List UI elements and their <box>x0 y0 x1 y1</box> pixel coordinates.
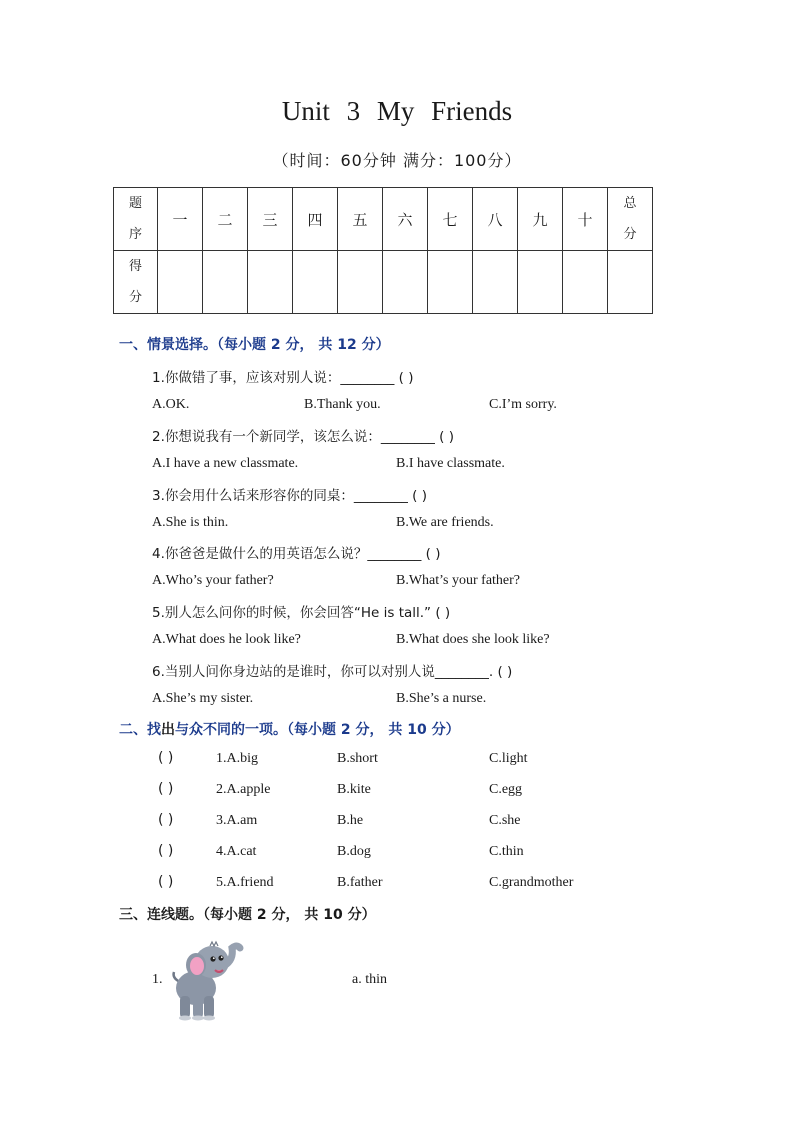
question-stem: 6.当别人问你身边站的是谁时，你可以对别人说________. ( ) <box>152 664 513 680</box>
option-b[interactable]: B.dog <box>337 844 371 859</box>
score-cell[interactable] <box>203 251 248 314</box>
score-cell-total[interactable] <box>608 251 653 314</box>
option-c[interactable]: C.egg <box>489 782 523 797</box>
page-title: Unit 3 My Friends <box>281 96 513 126</box>
score-table-col-header: 六 <box>383 188 428 251</box>
label-char: 序 <box>128 227 142 242</box>
question-stem: 4.你爸爸是做什么的用英语怎么说？________ ( ) <box>152 546 441 562</box>
score-table-col-header: 四 <box>293 188 338 251</box>
answer-blank[interactable]: ( ) <box>158 874 174 890</box>
option-b[interactable]: B.he <box>337 813 364 828</box>
score-table-col-header: 五 <box>338 188 383 251</box>
heading-part: 与众不同的一项。（每小题 2 分， 共 10 分） <box>175 722 460 738</box>
score-cell[interactable] <box>563 251 608 314</box>
answer-blank[interactable]: ( ) <box>158 750 174 766</box>
label-char: 分 <box>128 290 142 305</box>
option-c[interactable]: C.thin <box>489 844 524 859</box>
option-a[interactable]: A.She is thin. <box>152 515 229 530</box>
answer-blank[interactable]: ( ) <box>158 812 174 828</box>
option-a[interactable]: 5.A.friend <box>216 875 274 890</box>
option-b[interactable]: B.What’s your father? <box>396 573 521 588</box>
score-cell[interactable] <box>473 251 518 314</box>
label-char: 题 <box>128 196 142 211</box>
question-stem: 3.你会用什么话来形容你的同桌：________ ( ) <box>152 488 427 504</box>
heading-part: 出 <box>161 722 175 738</box>
option-a[interactable]: 2.A.apple <box>216 782 271 797</box>
option-c[interactable]: C.I’m sorry. <box>489 397 557 412</box>
score-table-col-header: 九 <box>518 188 563 251</box>
match-item-number: 1. <box>152 972 163 987</box>
question-stem: 2.你想说我有一个新同学，该怎么说：________ ( ) <box>152 429 454 445</box>
option-b[interactable]: B.Thank you. <box>304 397 381 412</box>
score-table-row-label <box>114 251 158 314</box>
option-a[interactable]: A.I have a new classmate. <box>152 456 299 471</box>
option-a[interactable]: 3.A.am <box>216 813 258 828</box>
answer-blank[interactable]: ( ) <box>158 781 174 797</box>
section1-heading: 一、情景选择。（每小题 2 分， 共 12 分） <box>119 337 390 353</box>
option-c[interactable]: C.light <box>489 751 528 766</box>
score-table-total-header <box>608 188 653 251</box>
section3-heading: 三、连线题。（每小题 2 分， 共 10 分） <box>119 907 376 923</box>
option-a[interactable]: 1.A.big <box>216 751 258 766</box>
option-b[interactable]: B.kite <box>337 782 371 797</box>
option-b[interactable]: B.short <box>337 751 378 766</box>
question-stem: 1.你做错了事，应该对别人说：________ ( ) <box>152 370 414 386</box>
score-cell[interactable] <box>158 251 203 314</box>
score-table-col-header: 三 <box>248 188 293 251</box>
score-table-col-header: 八 <box>473 188 518 251</box>
score-table-header-row <box>114 188 653 251</box>
score-cell[interactable] <box>248 251 293 314</box>
label-char: 得 <box>128 259 142 274</box>
option-c[interactable]: C.grandmother <box>489 875 574 890</box>
score-cell[interactable] <box>338 251 383 314</box>
section2-heading <box>119 719 460 739</box>
elephant-illustration[interactable] <box>166 938 246 1022</box>
score-cell[interactable] <box>293 251 338 314</box>
option-b[interactable]: B.She’s a nurse. <box>396 691 487 706</box>
question-stem: 5.别人怎么问你的时候，你会回答“He is tall.” ( ) <box>152 605 451 621</box>
option-b[interactable]: B.I have classmate. <box>396 456 505 471</box>
score-cell[interactable] <box>518 251 563 314</box>
option-a[interactable]: A.Who’s your father? <box>152 573 274 588</box>
option-c[interactable]: C.she <box>489 813 521 828</box>
option-b[interactable]: B.We are friends. <box>396 515 494 530</box>
score-table-col-header: 一 <box>158 188 203 251</box>
option-a[interactable]: A.What does he look like? <box>152 632 301 647</box>
label-char: 总 <box>623 196 637 211</box>
score-table-col-header: 二 <box>203 188 248 251</box>
heading-part: 二、找 <box>119 722 161 738</box>
option-a[interactable]: A.She’s my sister. <box>152 691 254 706</box>
score-table-col-header: 七 <box>428 188 473 251</box>
score-table-col-header: 十 <box>563 188 608 251</box>
match-word[interactable]: a. thin <box>352 972 387 987</box>
score-table-score-row <box>114 251 653 314</box>
score-cell[interactable] <box>383 251 428 314</box>
page-subtitle: （时间：60分钟 满分：100分） <box>272 151 522 170</box>
option-a[interactable]: 4.A.cat <box>216 844 257 859</box>
score-table <box>113 187 653 314</box>
answer-blank[interactable]: ( ) <box>158 843 174 859</box>
option-b[interactable]: B.What does she look like? <box>396 632 550 647</box>
option-b[interactable]: B.father <box>337 875 383 890</box>
label-char: 分 <box>623 227 637 242</box>
score-table-row-label <box>114 188 158 251</box>
option-a[interactable]: A.OK. <box>152 397 190 412</box>
score-cell[interactable] <box>428 251 473 314</box>
